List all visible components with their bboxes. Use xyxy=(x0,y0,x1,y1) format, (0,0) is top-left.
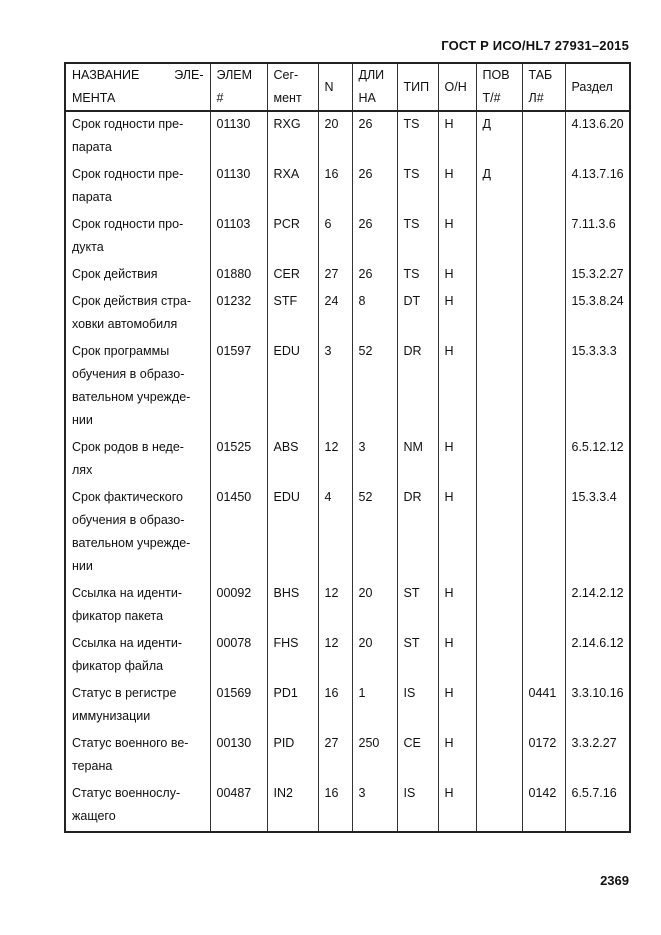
field-number-cell: 16 xyxy=(318,162,352,212)
column-header-line: Раздел xyxy=(571,79,613,94)
table-number-cell xyxy=(522,289,565,339)
table-body xyxy=(65,111,630,832)
column-header-line: ТИП xyxy=(403,79,430,94)
repeat-flag-cell xyxy=(476,485,522,581)
section-ref-cell: 4.13.7.16 xyxy=(565,162,630,212)
optional-flag-cell: Н xyxy=(438,162,476,212)
field-number-cell: 12 xyxy=(318,631,352,681)
field-number-cell: 12 xyxy=(318,435,352,485)
segment-code-cell: RXG xyxy=(267,111,318,162)
segment-code-cell: FHS xyxy=(267,631,318,681)
column-header-line: ТАБ xyxy=(528,68,553,82)
table-number-cell xyxy=(522,262,565,289)
table-number-cell xyxy=(522,111,565,162)
section-ref-cell: 6.5.12.12 xyxy=(565,435,630,485)
data-type-cell: CE xyxy=(397,731,438,781)
section-ref-cell: 4.13.6.20 xyxy=(565,111,630,162)
table-row xyxy=(65,262,630,289)
segment-code-cell: CER xyxy=(267,262,318,289)
field-length-cell: 26 xyxy=(352,111,397,162)
element-name-cell: Статус военнослу-жащего xyxy=(65,781,210,832)
optional-flag-cell: Н xyxy=(438,581,476,631)
data-type-cell: TS xyxy=(397,162,438,212)
table-number-cell: 0441 xyxy=(522,681,565,731)
column-header xyxy=(210,63,267,111)
section-ref-cell: 2.14.6.12 xyxy=(565,631,630,681)
table-number-cell xyxy=(522,339,565,435)
field-length-cell: 26 xyxy=(352,212,397,262)
table-header-row xyxy=(65,63,630,111)
segment-code-cell: PID xyxy=(267,731,318,781)
table-row xyxy=(65,339,630,435)
column-header-line: # xyxy=(216,91,224,105)
table-row xyxy=(65,485,630,581)
data-type-cell: IS xyxy=(397,681,438,731)
segment-code-cell: STF xyxy=(267,289,318,339)
segment-code-cell: IN2 xyxy=(267,781,318,832)
column-header xyxy=(318,63,352,111)
optional-flag-cell: Н xyxy=(438,339,476,435)
column-header-line: N xyxy=(324,79,334,94)
column-header-line: мент xyxy=(273,91,302,105)
column-header xyxy=(267,63,318,111)
data-type-cell: TS xyxy=(397,262,438,289)
table-number-cell: 0142 xyxy=(522,781,565,832)
field-number-cell: 6 xyxy=(318,212,352,262)
table-row xyxy=(65,111,630,162)
segment-code-cell: BHS xyxy=(267,581,318,631)
element-name-cell: Срок годности пре-парата xyxy=(65,162,210,212)
section-ref-cell: 15.3.3.4 xyxy=(565,485,630,581)
element-name-cell: Срок фактического обучения в образо-вательном учрежде-нии xyxy=(65,485,210,581)
column-header xyxy=(438,63,476,111)
table-number-cell xyxy=(522,162,565,212)
element-name-cell: Срок действия xyxy=(65,262,210,289)
repeat-flag-cell xyxy=(476,631,522,681)
column-header-line: Сег- xyxy=(273,68,299,82)
column-header xyxy=(397,63,438,111)
column-header-line: НА xyxy=(358,91,376,105)
segment-code-cell: PD1 xyxy=(267,681,318,731)
table-row xyxy=(65,581,630,631)
optional-flag-cell: Н xyxy=(438,631,476,681)
repeat-flag-cell xyxy=(476,289,522,339)
data-type-cell: IS xyxy=(397,781,438,832)
element-name-cell: Ссылка на иденти-фикатор пакета xyxy=(65,581,210,631)
table-row xyxy=(65,681,630,731)
field-length-cell: 52 xyxy=(352,339,397,435)
column-header xyxy=(65,63,210,111)
repeat-flag-cell xyxy=(476,581,522,631)
section-ref-cell: 15.3.3.3 xyxy=(565,339,630,435)
table-row xyxy=(65,435,630,485)
element-number-cell: 00078 xyxy=(210,631,267,681)
column-header-line: ДЛИ xyxy=(358,68,385,82)
repeat-flag-cell xyxy=(476,781,522,832)
section-ref-cell: 15.3.8.24 xyxy=(565,289,630,339)
segment-code-cell: EDU xyxy=(267,339,318,435)
field-length-cell: 3 xyxy=(352,435,397,485)
data-type-cell: ST xyxy=(397,581,438,631)
field-number-cell: 16 xyxy=(318,681,352,731)
data-type-cell: NM xyxy=(397,435,438,485)
table-row xyxy=(65,289,630,339)
element-number-cell: 01597 xyxy=(210,339,267,435)
table-row xyxy=(65,631,630,681)
element-name-cell: Статус военного ве-терана xyxy=(65,731,210,781)
element-name-cell: Срок родов в неде-лях xyxy=(65,435,210,485)
optional-flag-cell: Н xyxy=(438,781,476,832)
field-number-cell: 27 xyxy=(318,262,352,289)
column-header-line: ЭЛЕМ xyxy=(216,68,253,82)
field-length-cell: 8 xyxy=(352,289,397,339)
field-number-cell: 4 xyxy=(318,485,352,581)
repeat-flag-cell xyxy=(476,681,522,731)
table-number-cell xyxy=(522,631,565,681)
repeat-flag-cell: Д xyxy=(476,162,522,212)
table-number-cell: 0172 xyxy=(522,731,565,781)
field-number-cell: 3 xyxy=(318,339,352,435)
segment-code-cell: ABS xyxy=(267,435,318,485)
table-number-cell xyxy=(522,212,565,262)
data-type-cell: ST xyxy=(397,631,438,681)
section-ref-cell: 6.5.7.16 xyxy=(565,781,630,832)
section-ref-cell: 15.3.2.27 xyxy=(565,262,630,289)
field-number-cell: 24 xyxy=(318,289,352,339)
field-number-cell: 12 xyxy=(318,581,352,631)
element-number-cell: 01103 xyxy=(210,212,267,262)
element-number-cell: 00130 xyxy=(210,731,267,781)
element-name-cell: Ссылка на иденти-фикатор файла xyxy=(65,631,210,681)
optional-flag-cell: Н xyxy=(438,731,476,781)
repeat-flag-cell xyxy=(476,731,522,781)
column-header-line: О/Н xyxy=(444,79,467,94)
element-name-cell: Срок программы обучения в образо-вательном учрежде-нии xyxy=(65,339,210,435)
field-length-cell: 26 xyxy=(352,262,397,289)
repeat-flag-cell xyxy=(476,339,522,435)
element-name-cell: Статус в регистре иммунизации xyxy=(65,681,210,731)
data-type-cell: DR xyxy=(397,485,438,581)
field-length-cell: 26 xyxy=(352,162,397,212)
column-header xyxy=(476,63,522,111)
optional-flag-cell: Н xyxy=(438,262,476,289)
optional-flag-cell: Н xyxy=(438,289,476,339)
optional-flag-cell: Н xyxy=(438,681,476,731)
section-ref-cell: 3.3.10.16 xyxy=(565,681,630,731)
field-length-cell: 1 xyxy=(352,681,397,731)
optional-flag-cell: Н xyxy=(438,212,476,262)
field-length-cell: 52 xyxy=(352,485,397,581)
field-length-cell: 3 xyxy=(352,781,397,832)
repeat-flag-cell xyxy=(476,212,522,262)
field-number-cell: 20 xyxy=(318,111,352,162)
column-header-line: МЕНТА xyxy=(72,91,116,105)
element-name-cell: Срок годности про-дукта xyxy=(65,212,210,262)
element-number-cell: 01525 xyxy=(210,435,267,485)
document-title: ГОСТ Р ИСО/HL7 27931–2015 xyxy=(441,38,629,53)
element-name-cell: Срок годности пре-парата xyxy=(65,111,210,162)
element-name-cell: Срок действия стра-ховки автомобиля xyxy=(65,289,210,339)
element-number-cell: 01232 xyxy=(210,289,267,339)
column-header-line: ПОВ xyxy=(482,68,510,82)
field-length-cell: 20 xyxy=(352,581,397,631)
data-type-cell: TS xyxy=(397,212,438,262)
field-length-cell: 20 xyxy=(352,631,397,681)
column-header-line: Л# xyxy=(528,91,544,105)
column-header-line: НАЗВАНИЕ ЭЛЕ- xyxy=(72,68,204,82)
table-number-cell xyxy=(522,435,565,485)
optional-flag-cell: Н xyxy=(438,111,476,162)
repeat-flag-cell xyxy=(476,435,522,485)
field-length-cell: 250 xyxy=(352,731,397,781)
table-row xyxy=(65,162,630,212)
section-ref-cell: 3.3.2.27 xyxy=(565,731,630,781)
repeat-flag-cell: Д xyxy=(476,111,522,162)
element-number-cell: 01130 xyxy=(210,111,267,162)
segment-code-cell: RXA xyxy=(267,162,318,212)
table-row xyxy=(65,781,630,832)
optional-flag-cell: Н xyxy=(438,485,476,581)
page-number: 2369 xyxy=(600,873,629,888)
data-type-cell: DT xyxy=(397,289,438,339)
segment-code-cell: EDU xyxy=(267,485,318,581)
column-header-line: Т/# xyxy=(482,91,501,105)
elements-table xyxy=(64,62,631,833)
element-number-cell: 01569 xyxy=(210,681,267,731)
table-number-cell xyxy=(522,581,565,631)
table-row xyxy=(65,731,630,781)
field-number-cell: 16 xyxy=(318,781,352,832)
element-number-cell: 01450 xyxy=(210,485,267,581)
section-ref-cell: 7.11.3.6 xyxy=(565,212,630,262)
column-header xyxy=(352,63,397,111)
section-ref-cell: 2.14.2.12 xyxy=(565,581,630,631)
repeat-flag-cell xyxy=(476,262,522,289)
element-number-cell: 00487 xyxy=(210,781,267,832)
segment-code-cell: PCR xyxy=(267,212,318,262)
element-number-cell: 01130 xyxy=(210,162,267,212)
data-type-cell: DR xyxy=(397,339,438,435)
column-header xyxy=(565,63,630,111)
element-number-cell: 00092 xyxy=(210,581,267,631)
optional-flag-cell: Н xyxy=(438,435,476,485)
element-number-cell: 01880 xyxy=(210,262,267,289)
table-row xyxy=(65,212,630,262)
field-number-cell: 27 xyxy=(318,731,352,781)
column-header xyxy=(522,63,565,111)
table-number-cell xyxy=(522,485,565,581)
data-type-cell: TS xyxy=(397,111,438,162)
